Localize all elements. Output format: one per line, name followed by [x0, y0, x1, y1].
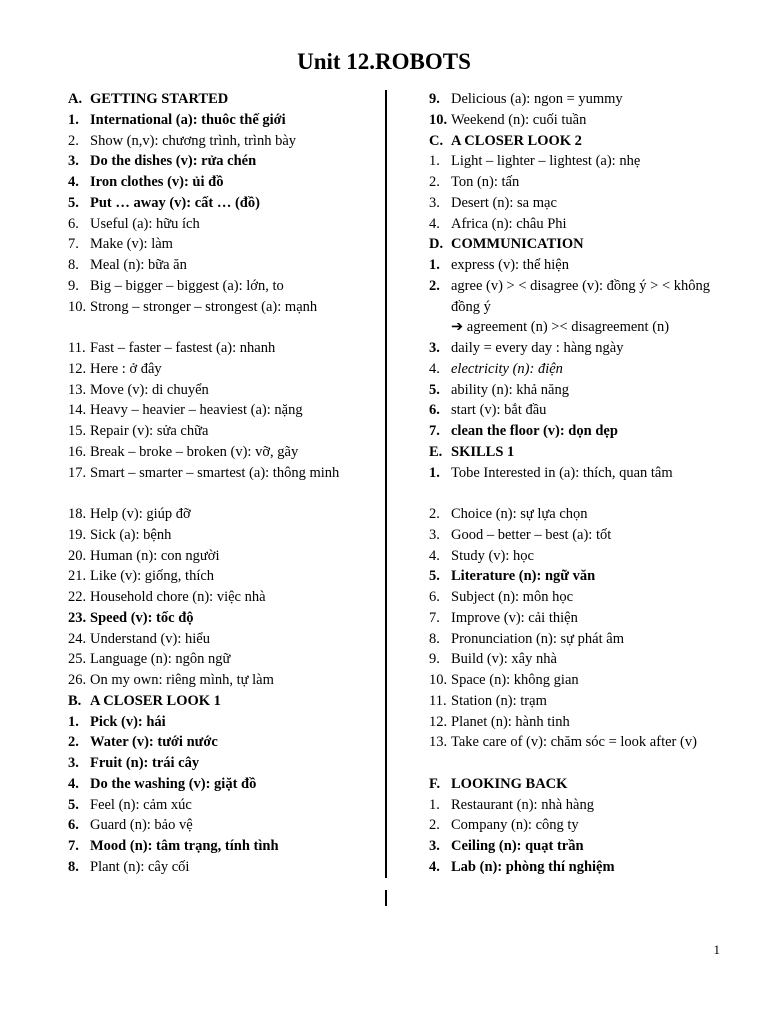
item-number: 1. [429, 796, 440, 813]
item-number: 4. [429, 215, 440, 232]
section-letter: E. [429, 443, 443, 460]
item-text: Desert (n): sa mạc [451, 194, 557, 211]
item-text: Meal (n): bữa ăn [90, 257, 187, 273]
vocab-item [429, 359, 729, 380]
vocab-item [429, 732, 729, 774]
item-text: clean the floor (v): dọn dẹp [451, 423, 618, 439]
section-title: GETTING STARTED [90, 91, 229, 107]
item-text: Mood (n): tâm trạng, tính tình [90, 838, 279, 854]
item-text: Build (v): xây nhà [451, 651, 557, 668]
vocab-item [429, 276, 729, 318]
item-number: 18. [68, 506, 87, 522]
item-number: 7. [429, 423, 440, 439]
item-text: Repair (v): sửa chữa [90, 423, 209, 439]
item-number: 14. [68, 402, 87, 419]
item-text: agree (v) > < disagree (v): đồng ý > < không đồng ý [451, 277, 710, 315]
item-text: Feel (n): cảm xúc [90, 796, 192, 813]
item-number: 11. [429, 692, 447, 709]
item-text: Subject (n): môn học [451, 589, 574, 605]
vocab-item [68, 836, 364, 857]
vocab-item [429, 151, 729, 172]
item-number: 4. [68, 775, 79, 792]
vocab-item [68, 732, 364, 753]
item-number: 1. [429, 257, 440, 273]
item-number: 5. [68, 194, 79, 211]
item-text: Do the washing (v): giặt đồ [90, 775, 257, 792]
vocab-item [68, 753, 364, 774]
vocab-item [68, 795, 364, 816]
item-number: 1. [68, 713, 79, 730]
vocab-item [68, 815, 364, 836]
item-number: 7. [68, 236, 79, 253]
vocab-item [68, 255, 364, 276]
page-number: 1 [713, 942, 720, 957]
item-number: 24. [68, 630, 87, 647]
item-number: 6. [68, 817, 79, 834]
vocab-item [429, 400, 729, 421]
item-number: 8. [68, 257, 79, 273]
item-text: Tobe Interested in (a): thích, quan tâm [451, 464, 673, 481]
vocab-item [68, 276, 364, 297]
item-text: Put … away (v): cất … (đồ) [90, 194, 260, 211]
item-text: Speed (v): tốc độ [90, 609, 194, 626]
item-text: Pick (v): hái [90, 713, 166, 730]
item-number: 2. [429, 817, 440, 834]
item-text: Lab (n): phòng thí nghiệm [451, 858, 615, 875]
item-text: Understand (v): hiểu [90, 630, 210, 647]
item-text: Delicious (a): ngon = yummy [451, 91, 623, 107]
item-number: 3. [429, 838, 440, 854]
item-text: Good – better – best (a): tốt [451, 526, 612, 543]
item-text: Weekend (n): cuối tuần [451, 111, 587, 128]
item-text: Household chore (n): việc nhà [90, 589, 266, 605]
vocab-item [429, 629, 729, 650]
section-letter: C. [429, 132, 444, 149]
item-number: 19. [68, 526, 87, 543]
item-number: 9. [429, 91, 440, 107]
item-number: 2. [429, 174, 440, 190]
item-text: Fruit (n): trái cây [90, 755, 200, 771]
item-text: Pronunciation (n): sự phát âm [451, 630, 624, 647]
item-text: International (a): thuôc thế giới [90, 111, 286, 128]
item-number: 25. [68, 651, 87, 668]
section-heading [429, 442, 729, 463]
item-text: electricity (n): điện [451, 360, 563, 377]
vocab-item [429, 214, 729, 235]
item-number: 4. [429, 360, 440, 377]
vocab-item [68, 525, 364, 546]
item-number: 5. [429, 568, 440, 585]
vocab-item [429, 504, 729, 525]
item-text: Big – bigger – biggest (a): lớn, to [90, 277, 284, 294]
section-heading [68, 89, 364, 110]
item-text: Move (v): di chuyển [90, 381, 209, 398]
item-text: Guard (n): bảo vệ [90, 817, 193, 834]
item-number: 1. [68, 111, 79, 128]
section-letter: B. [68, 692, 82, 709]
vocab-item [429, 836, 729, 857]
item-number: 3. [429, 526, 440, 543]
item-number: 4. [429, 547, 440, 564]
item-text: Literature (n): ngữ văn [451, 568, 596, 585]
right-column [429, 89, 729, 878]
item-text: Sick (a): bệnh [90, 526, 172, 543]
vocab-item [68, 857, 364, 878]
vocab-item [68, 338, 364, 359]
vocab-item [429, 566, 729, 587]
left-column [68, 89, 364, 878]
item-text: Smart – smarter – smartest (a): thông minh [90, 464, 340, 481]
item-text: Improve (v): cải thiện [451, 609, 578, 626]
item-text: Africa (n): châu Phi [451, 215, 567, 232]
item-number: 8. [68, 858, 79, 875]
vocab-item [429, 338, 729, 359]
item-number: 21. [68, 568, 87, 585]
vocab-item [429, 608, 729, 629]
item-text: Restaurant (n): nhà hàng [451, 796, 594, 813]
vocab-item [68, 546, 364, 567]
item-number: 10. [68, 298, 87, 315]
item-text: Space (n): không gian [451, 672, 579, 688]
section-title: A CLOSER LOOK 2 [451, 132, 582, 149]
vocab-item [429, 795, 729, 816]
section-letter: F. [429, 775, 441, 792]
vocab-item [429, 525, 729, 546]
section-heading [68, 691, 364, 712]
vocab-item [68, 400, 364, 421]
section-title: SKILLS 1 [451, 443, 515, 460]
item-text: On my own: riêng mình, tự làm [90, 672, 274, 688]
vocab-item [68, 421, 364, 442]
item-number: 3. [68, 153, 79, 170]
vocab-item [429, 421, 729, 442]
item-number: 7. [68, 838, 79, 854]
item-text: Help (v): giúp đỡ [90, 506, 191, 522]
section-heading [429, 774, 729, 795]
vocab-item [68, 214, 364, 235]
vocab-item [68, 566, 364, 587]
section-title: A CLOSER LOOK 1 [90, 692, 221, 709]
item-text: Human (n): con người [90, 547, 220, 564]
item-text: Useful (a): hữu ích [90, 215, 200, 232]
item-number: 6. [68, 215, 79, 232]
vocab-item [429, 255, 729, 276]
item-number: 26. [68, 672, 87, 688]
item-text: ability (n): khả năng [451, 381, 569, 398]
item-text: Study (v): học [451, 547, 534, 564]
item-number: 22. [68, 589, 87, 605]
item-number: 8. [429, 630, 440, 647]
vocab-item [68, 712, 364, 733]
item-text: Iron clothes (v): ủi đồ [90, 174, 224, 190]
vocab-item [68, 172, 364, 193]
item-number: 5. [68, 796, 79, 813]
vocab-item [68, 234, 364, 255]
vocab-item [68, 380, 364, 401]
vocab-item [68, 359, 364, 380]
vocab-item [68, 463, 364, 505]
vocab-item [429, 463, 729, 505]
item-number: 17. [68, 464, 87, 481]
vocab-item [68, 110, 364, 131]
vocab-item [68, 649, 364, 670]
vocab-item [68, 151, 364, 172]
item-text: Ton (n): tấn [451, 174, 520, 190]
section-heading [429, 234, 729, 255]
vocab-item [429, 815, 729, 836]
item-text: Do the dishes (v): rửa chén [90, 153, 257, 170]
vocab-item [429, 380, 729, 401]
item-number: 16. [68, 443, 87, 460]
item-number: 23. [68, 609, 87, 626]
item-number: 20. [68, 547, 87, 564]
item-number: 10. [429, 672, 448, 688]
vocab-item [429, 649, 729, 670]
vocab-item [429, 89, 729, 110]
section-letter: A. [68, 91, 83, 107]
item-number: 5. [429, 381, 440, 398]
item-text: Ceiling (n): quạt trần [451, 838, 584, 854]
item-number: 9. [68, 277, 79, 294]
item-text: Make (v): làm [90, 236, 173, 253]
item-text: daily = every day : hàng ngày [451, 340, 624, 356]
vocab-item [429, 110, 729, 131]
vocab-item [68, 131, 364, 152]
item-number: 1. [429, 153, 440, 170]
item-text: Plant (n): cây cối [90, 858, 190, 875]
vocab-item [429, 172, 729, 193]
vocab-item [429, 857, 729, 878]
item-text: Station (n): trạm [451, 692, 547, 709]
item-number: 2. [68, 734, 79, 751]
item-text: Show (n,v): chương trình, trình bày [90, 132, 297, 149]
vocab-item [68, 297, 364, 339]
item-text: Language (n): ngôn ngữ [90, 651, 231, 668]
vocab-item [429, 712, 729, 733]
section-letter: D. [429, 236, 444, 253]
item-text: Fast – faster – fastest (a): nhanh [90, 340, 276, 356]
section-heading [429, 131, 729, 152]
item-number: 12. [68, 360, 87, 377]
section-title: COMMUNICATION [451, 236, 584, 253]
vocab-item [68, 670, 364, 691]
item-number: 10. [429, 111, 448, 128]
column-divider [385, 90, 387, 878]
item-number: 3. [429, 340, 440, 356]
page-title: Unit 12.ROBOTS [297, 49, 471, 74]
item-number: 4. [429, 858, 440, 875]
item-number: 1. [429, 464, 440, 481]
item-number: 9. [429, 651, 440, 668]
column-divider-tail [385, 890, 387, 906]
item-number: 3. [68, 755, 79, 771]
vocab-item [429, 670, 729, 691]
item-text: ➔ agreement (n) >< disagreement (n) [451, 319, 670, 336]
vocab-item [68, 774, 364, 795]
item-text: Like (v): giống, thích [90, 568, 215, 585]
vocab-item [429, 587, 729, 608]
vocab-item [429, 691, 729, 712]
item-text: Company (n): công ty [451, 817, 579, 834]
item-number: 2. [429, 277, 440, 294]
item-number: 2. [429, 506, 440, 522]
item-text: Light – lighter – lightest (a): nhẹ [451, 153, 641, 170]
vocab-item [68, 504, 364, 525]
item-number: 6. [429, 402, 440, 419]
item-text: Strong – stronger – strongest (a): mạnh [90, 298, 318, 315]
item-number: 7. [429, 609, 440, 626]
vocab-item [68, 629, 364, 650]
item-number: 15. [68, 423, 87, 439]
item-text: Planet (n): hành tinh [451, 713, 570, 730]
item-text: start (v): bắt đầu [451, 402, 547, 419]
vocab-item [429, 193, 729, 214]
item-number: 12. [429, 713, 448, 730]
item-text: Choice (n): sự lựa chọn [451, 506, 588, 522]
item-number: 4. [68, 174, 79, 190]
item-number: 3. [429, 194, 440, 211]
item-text: express (v): thể hiện [451, 257, 569, 273]
vocab-item [68, 587, 364, 608]
item-text: Heavy – heavier – heaviest (a): nặng [90, 402, 303, 419]
vocab-item [68, 442, 364, 463]
item-number: 13. [68, 381, 87, 398]
vocab-subline [429, 317, 729, 338]
vocab-item [68, 193, 364, 214]
item-text: Take care of (v): chăm sóc = look after (v) [451, 734, 697, 751]
item-number: 13. [429, 734, 448, 751]
item-text: Water (v): tưới nước [90, 734, 218, 751]
item-text: Here : ở đây [90, 360, 162, 377]
item-number: 6. [429, 589, 440, 605]
vocab-item [429, 546, 729, 567]
item-number: 11. [68, 340, 86, 356]
item-number: 2. [68, 132, 79, 149]
item-text: Break – broke – broken (v): vỡ, gãy [90, 443, 299, 460]
vocab-item [68, 608, 364, 629]
section-title: LOOKING BACK [451, 775, 568, 792]
